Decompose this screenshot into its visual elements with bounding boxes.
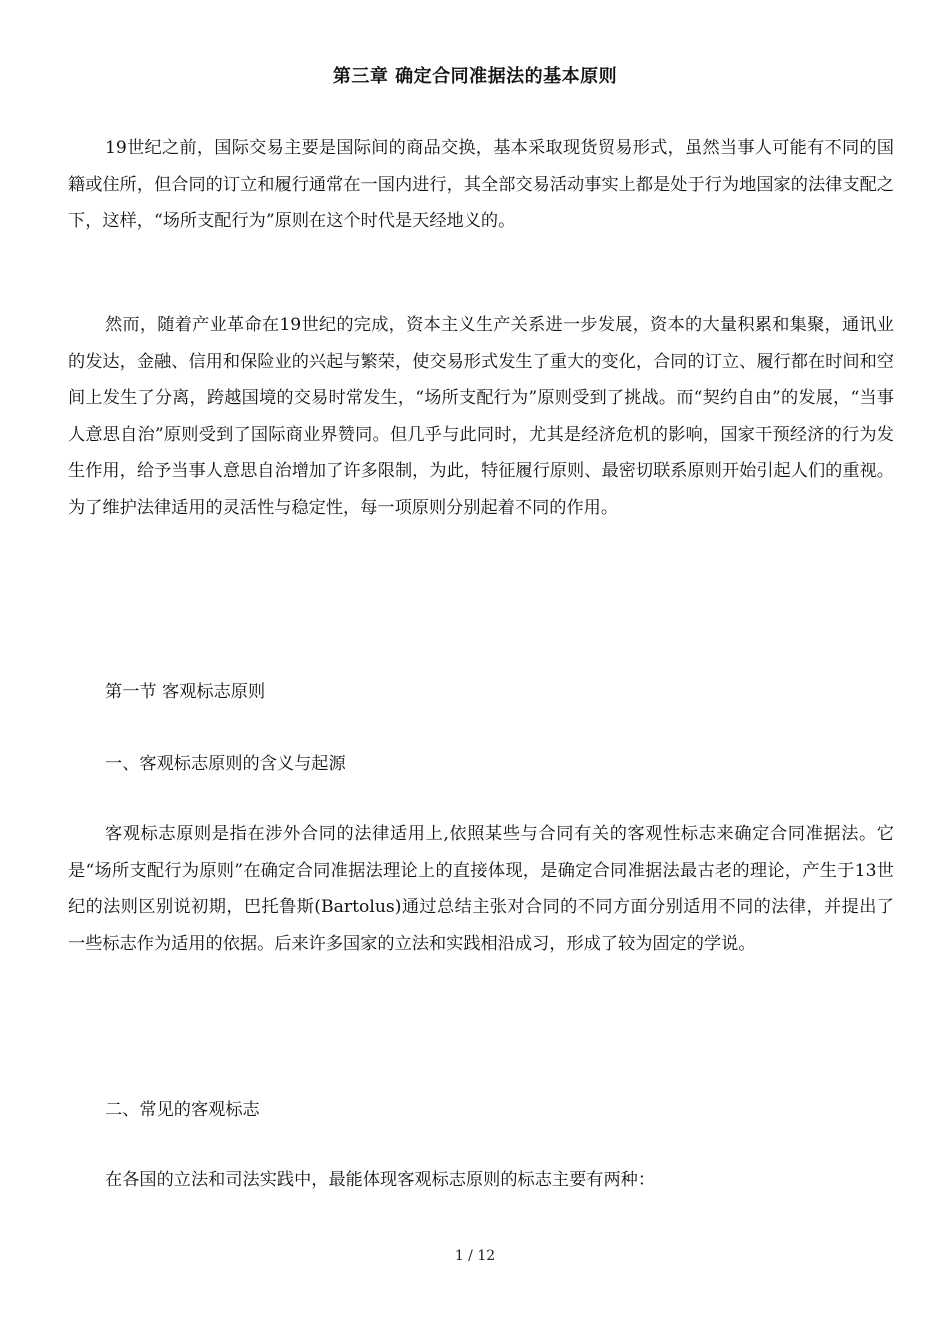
chapter-title: 第三章 确定合同准据法的基本原则 <box>332 66 618 87</box>
section-heading: 第一节 客观标志原则 <box>105 682 266 702</box>
subsection-2-paragraph: 在各国的立法和司法实践中，最能体现客观标志原则的标志主要有两种： <box>105 1170 656 1190</box>
page-number: 1 / 12 <box>454 1248 496 1264</box>
subsection-heading-1: 一、客观标志原则的含义与起源 <box>105 754 346 774</box>
intro-paragraph-2: 然而，随着产业革命在19世纪的完成，资本主义生产关系进一步发展，资本的大量积累和集聚，通讯业的发达，金融、信用和保险业的兴起与繁荣，使交易形式发生了重大的变化，合同的订立、履行都在时间和空间上发生了分离，跨越国境的交易时常发生，“场所支配行为”原则受到了挑战。而“契约自由”的发展，“当事人意思自治”原则受到了国际商业界赞同。但几乎与此同时，尤其是经济危机的影响，国家干预经济的行为发生作用，给予当事人意思自治增加了许多限制，为此，特征履行原则、最密切联系原则开始引起人们的重视。为了维护法律适用的灵活性与稳定性，每一项原则分别起着不同的作用。 <box>68 315 894 518</box>
subsection-heading-2: 二、常见的客观标志 <box>105 1100 260 1120</box>
intro-paragraph-1: 19世纪之前，国际交易主要是国际间的商品交换，基本采取现货贸易形式，虽然当事人可能有不同的国籍或住所，但合同的订立和履行通常在一国内进行，其全部交易活动事实上都是处于行为地国家的法律支配之下，这样，“场所支配行为”原则在这个时代是天经地义的。 <box>68 138 894 231</box>
subsection-1-paragraph: 客观标志原则是指在涉外合同的法律适用上,依照某些与合同有关的客观性标志来确定合同准据法。它是“场所支配行为原则”在确定合同准据法理论上的直接体现，是确定合同准据法最古老的理论，产生于13世纪的法则区别说初期，巴托鲁斯(Bartolus)通过总结主张对合同的不同方面分别适用不同的法律，并提出了一些标志作为适用的依据。后来许多国家的立法和实践相沿成习，形成了较为固定的学说。 <box>68 824 894 954</box>
